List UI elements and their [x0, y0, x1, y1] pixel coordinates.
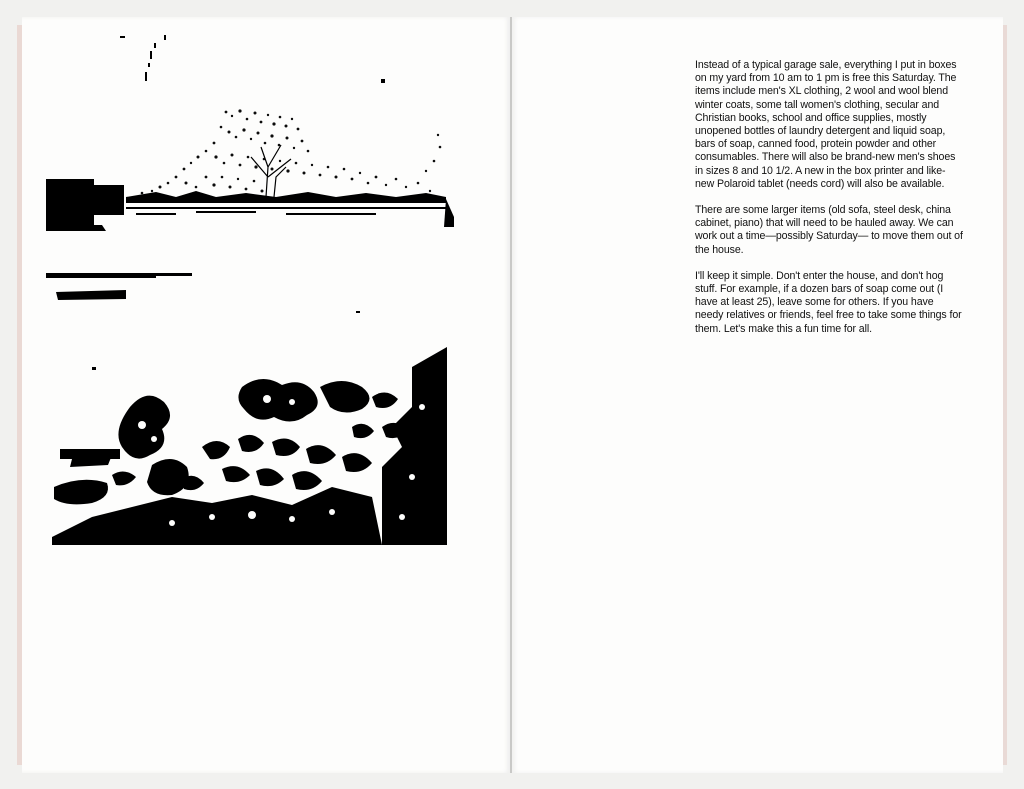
left-page [22, 17, 510, 773]
right-page [512, 17, 1003, 773]
paragraph-1: Instead of a typical garage sale, everything I put in boxes on my yard from 10 am to 1 pm is free this Saturday. The items include men's XL clothing, 2 wool and wool blend winter coats, some tall women's clothing, secular and Christian books, school and office supplies, mostly unopened bottles of laundry detergent and liquid soap, bars of soap, canned food, protein powder and other consumables. There will also be brand-new men's shoes in sizes 8 and 10 1/2. A new in the box printer and like-new Polaroid tablet (needs cord) will also be available. [695, 59, 957, 190]
photo-foliage-icon [52, 347, 447, 545]
page-edge-right [1003, 25, 1007, 765]
article-text [695, 59, 963, 349]
paragraph-2: There are some larger items (old sofa, steel desk, china cabinet, piano) that will need to be hauled away. We can work out a time—possibly Saturday— to move them out of the house. [695, 204, 963, 256]
photo-tree-icon [46, 27, 456, 327]
paragraph-3: I'll keep it simple. Don't enter the house, and don't hog stuff. For example, if a dozen bars of soap come out (I have at least 25), leave some for others. If you have needy relatives or friends, feel free to take some things for them. Let's make this a fun time for all. [695, 269, 962, 335]
